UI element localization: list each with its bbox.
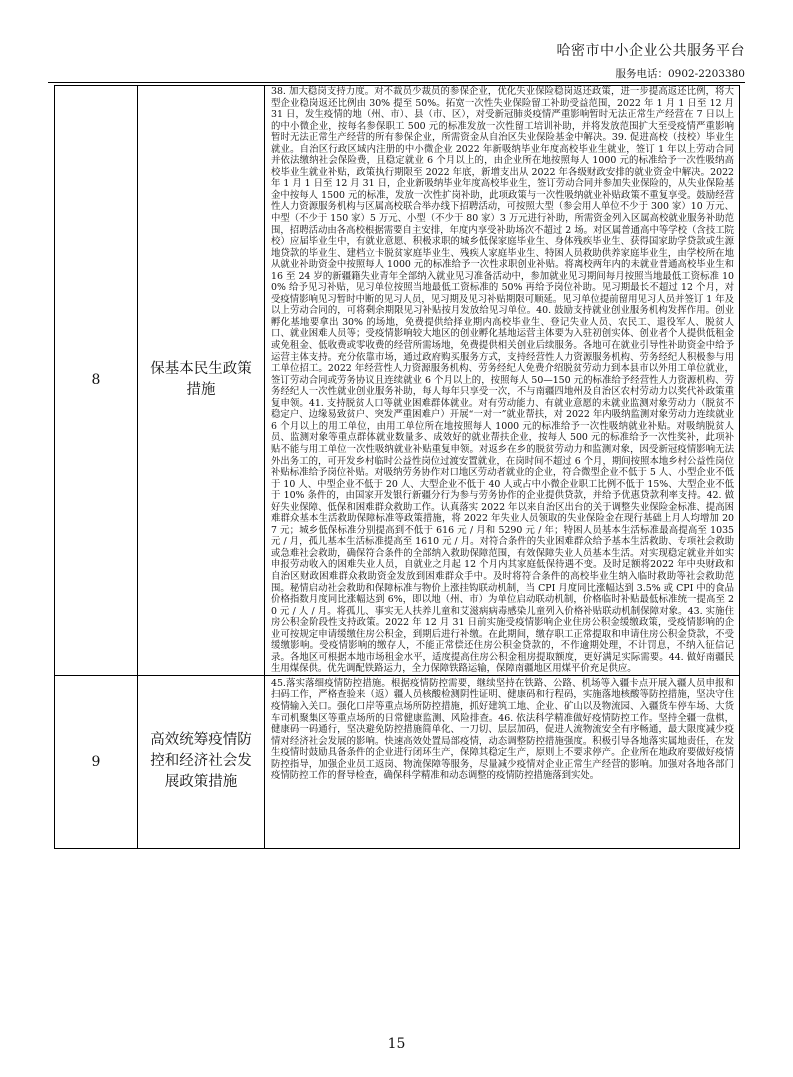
measure-name: 保基本民生政策措施 <box>138 86 265 676</box>
header-organization: 哈密市中小企业公共服务平台 <box>556 43 745 59</box>
row-number: 9 <box>55 675 138 848</box>
content-text: 38. 加大稳岗支持力度。对不裁员少裁员的参保企业，优化失业保险稳岗返还政策，进一步提高返还比例，将大型企业稳岗返还比例由 30% 提至 50%。拓宽一次性失业保险留工补助受益范围，2022 年 1 月 1 日至 12 月 31 日，发生疫情的地（州、市）、县（市、区），对受新冠肺炎疫情严重影响暂时无法正常生产经营在 7 日以上的中小微企业，按每名参保职工 500 元的标准发放一次性留工培训补助，并将发放范围扩大至受疫情严重影响暂时无法正常生产经营的所有参保企业，所需资金从自治区失业保险基金中解决。39. 促进高校（技校）毕业生就业。自治区行政区域内注册的中小微企业 2022 年新吸纳毕业年度高校毕业生就业，签订 1 年以上劳动合同并依法缴纳社会保险费，且稳定就业 6 个月以上的，由企业所在地按照每人 1000 元的标准给予一次性吸纳高校毕业生就业补贴，政策执行期限至 2022 年底，新增支出从 2022 年各级财政安排的就业资金中解决。2022 年 1 月 1 日至 12 月 31 日，企业新吸纳毕业年度高校毕业生，签订劳动合同并参加失业保险的，从失业保险基金中按每人 1500 元的标准，发放一次性扩岗补助，此项政策与一次性吸纳就业补贴政策不重复享受。鼓励经营性人力资源服务机构与区属高校联合举办线下招聘活动，可按照大型（参会用人单位不少于 300 家）10 万元、中型（不少于 150 家）5 万元、小型（不少于 80 家）3 万元进行补助，所需资金列入区属高校就业服务补助范围，招聘活动由各高校根据需要自主安排，年度内享受补助场次不超过 2 场。对区属普通高中等学校（含技工院校）应届毕业生中，有就业意愿、积极求职的城乡低保家庭毕业生、身体残疾毕业生、获得国家助学贷款或生源地贷款的毕业生、建档立卡脱贫家庭毕业生、残疾人家庭毕业生、特困人员救助供养家庭毕业生，由学校所在地从就业补助资金中按照每人 1000 元的标准给予一次性求职创业补贴。将离校两年内的未就业普通高校毕业生和 16 至 24 岁的新疆籍失业青年全部纳入就业见习准备活动中，参加就业见习期间每月按照当地最低工资标准 100% 给予见习补贴，见习单位按照当地最低工资标准的 50% 再给予岗位补助。见习期最长不超过 12 个月，对受疫情影响见习暂时中断的见习人员，见习期及见习补贴期限可顺延。见习单位提前留用见习人员并签订 1 年及以上劳动合同的，可将剩余期限见习补贴按月发放给见习单位。40. 鼓励支持就业创业服务机构发挥作用。创业孵化基地要拿出 30% 的场地，免费提供给择业期内高校毕业生、登记失业人员、农民工、退役军人、脱贫人口、就业困难人员等；受疫情影响较大地区的创业孵化基地运营主体要为入驻初创实体、创业者个人提供低租金或免租金、低收费或零收费的经营所需场地，免费提供相关创业后续服务。各地可在就业引导性补助资金中给予运营主体支持。充分依靠市场，通过政府购买服务方式，支持经营性人力资源服务机构、劳务经纪人积极参与用工单位招工。2022 年经营性人力资源服务机构、劳务经纪人免费介绍脱贫劳动力到本县市以外用工单位就业，签订劳动合同或劳务协议且连续就业 6 个月以上的，按照每人 50—150 元的标准给予经营性人力资源机构、劳务经纪人一次性就业创业服务补助，每人每年只享受一次，不与南疆四地州及自治区农村劳动力以奖代补政策重复申领。41. 支持脱贫人口等就业困难群体就业。对有劳动能力、有就业意愿的未就业监测对象劳动力（脱贫不稳定户、边缘易致贫户、突发严重困难户）开展“一对一”就业帮扶，对 2022 年内吸纳监测对象劳动力连续就业 6 个月以上的用工单位，由用工单位所在地按照每人 1000 元的标准给予一次性吸纳就业补贴。对吸纳脱贫人员、监测对象等重点群体就业数量多、成效好的就业帮扶企业，按每人 500 元的标准给予一次性奖补，此项补贴不能与用工单位一次性吸纳就业补贴重复申领。对返乡在乡的脱贫劳动力和监测对象，因受新冠疫情影响无法外出务工的，可开发乡村临时公益性岗位过渡安置就业，在岗时间不超过 6 个月，期间按照本地乡村公益性岗位补贴标准给予岗位补贴。对吸纳劳务协作对口地区劳动者就业的企业，符合微型企业不低于 5 人、小型企业不低于 10 人、中型企业不低于 20 人、大型企业不低于 40 人或占中小微企业职工比例不低于 15%、大型企业不低于 10% 条件的，由国家开发银行新疆分行为参与劳务协作的企业提供贷款，并给予优惠贷款利率支持。42. 做好失业保障、低保和困难群众救助工作。认真落实 2022 年以来自治区出台的关于调整失业保险金标准、提高困难群众基本生活救助保障标准等政策措施，将 2022 年失业人员领取的失业保险金在现行基础上月人均增加 207 元；城乡低保标准分别提高到不低于 616 元 / 月和 5290 元 / 年；特困人员基本生活标准最高提高至 1035 元 / 月，孤儿基本生活标准提高至 1610 元 / 月。对符合条件的失业困难群众给予基本生活救助、专项社会救助或急难社会救助，确保符合条件的全部纳入救助保障范围，有效保障失业人员基本生活。对实现稳定就业并如实申报劳动收入的困难失业人员，自就业之月起 12 个月内其家庭低保待遇不变。及时足额将2022 年中央财政和自治区财政困难群众救助资金发放到困难群众手中。及时将符合条件的高校毕业生纳入临时救助等社会救助范围。秘情启动社会救助和保障标准与物价上涨挂钩联动机制，当 CPI 月度同比涨幅达到 3.5% 或 CPI 中的食品价格指数月度同比涨幅达到 6%，即以地（州、市）为单位启动联动机制，价格临时补贴最低标准统一提高至 20 元 / 人 / 月。将孤儿、事实无人扶养儿童和艾滋病病毒感染儿童列入价格补贴联动机制保障对象。43. 实施住房公积金阶段性支持政策。2022 年 12 月 31 日前实施受疫情影响企业住房公积金缓缴政策，受疫情影响的企业可按规定申请缓缴住房公积金，到期后进行补缴。在此期间，缴存职工正常提取和申请住房公积金贷款，不受缓缴影响。受疫情影响的缴存人，不能正常偿还住房公积金贷款的，不作逾期处理，不计罚息，不纳入征信记录。各地区可根据本地市场租金水平，适度提高住房公积金租房提取额度，更好满足实际需要。44. 做好南疆民生用煤保供。优先调配铁路运力，全力保障铁路运输，保障南疆地区用煤平价充足供应。 <box>271 86 734 675</box>
measure-content <box>265 86 740 676</box>
table-row <box>55 675 740 848</box>
policy-table <box>54 85 740 849</box>
measure-content <box>265 675 740 848</box>
content-text: 45.落实落细疫情防控措施。根据疫情防控需要，继续坚持在铁路、公路、机场等入疆卡点开展入疆人员申报和扫码工作，严格查验来（返）疆人员核酸检测阴性证明、健康码和行程码，实施落地核酸等防控措施，坚决守住疫情输入关口。强化口岸等重点场所防控措施，抓好建筑工地、企业、矿山以及物流园、入疆货车停车场、大货车司机聚集区等重点场所的日常健康监测、风险排查。46. 依法科学精准做好疫情防控工作。坚持全疆一盘棋，健康码一码通行，坚决避免防控措施简单化、一刀切、层层加码，促进人流物流安全有序畅通，最大限度减少疫情对经济社会发展的影响。快速高效处置局部疫情，动态调整防控措施强度。积极引导各地落实属地责任，在发生疫情时鼓励具备条件的企业进行闭环生产，保障其稳定生产，原则上不要求停产。企业所在地政府要做好疫情防控指导，加强企业员工返岗、物流保障等服务，尽量减少疫情对企业正常生产经营的影响。加强对各地各部门疫情防控工作的督导检查，确保科学精准和动态调整的疫情防控措施落到实处。 <box>271 677 734 782</box>
header-rule <box>48 82 745 83</box>
page-number: 15 <box>387 1036 406 1052</box>
measure-name: 高效统筹疫情防控和经济社会发展政策措施 <box>138 675 265 848</box>
header-phone: 服务电话：0902-2203380 <box>615 68 745 80</box>
row-number: 8 <box>55 86 138 676</box>
table-row <box>55 86 740 676</box>
page-header <box>557 40 746 81</box>
